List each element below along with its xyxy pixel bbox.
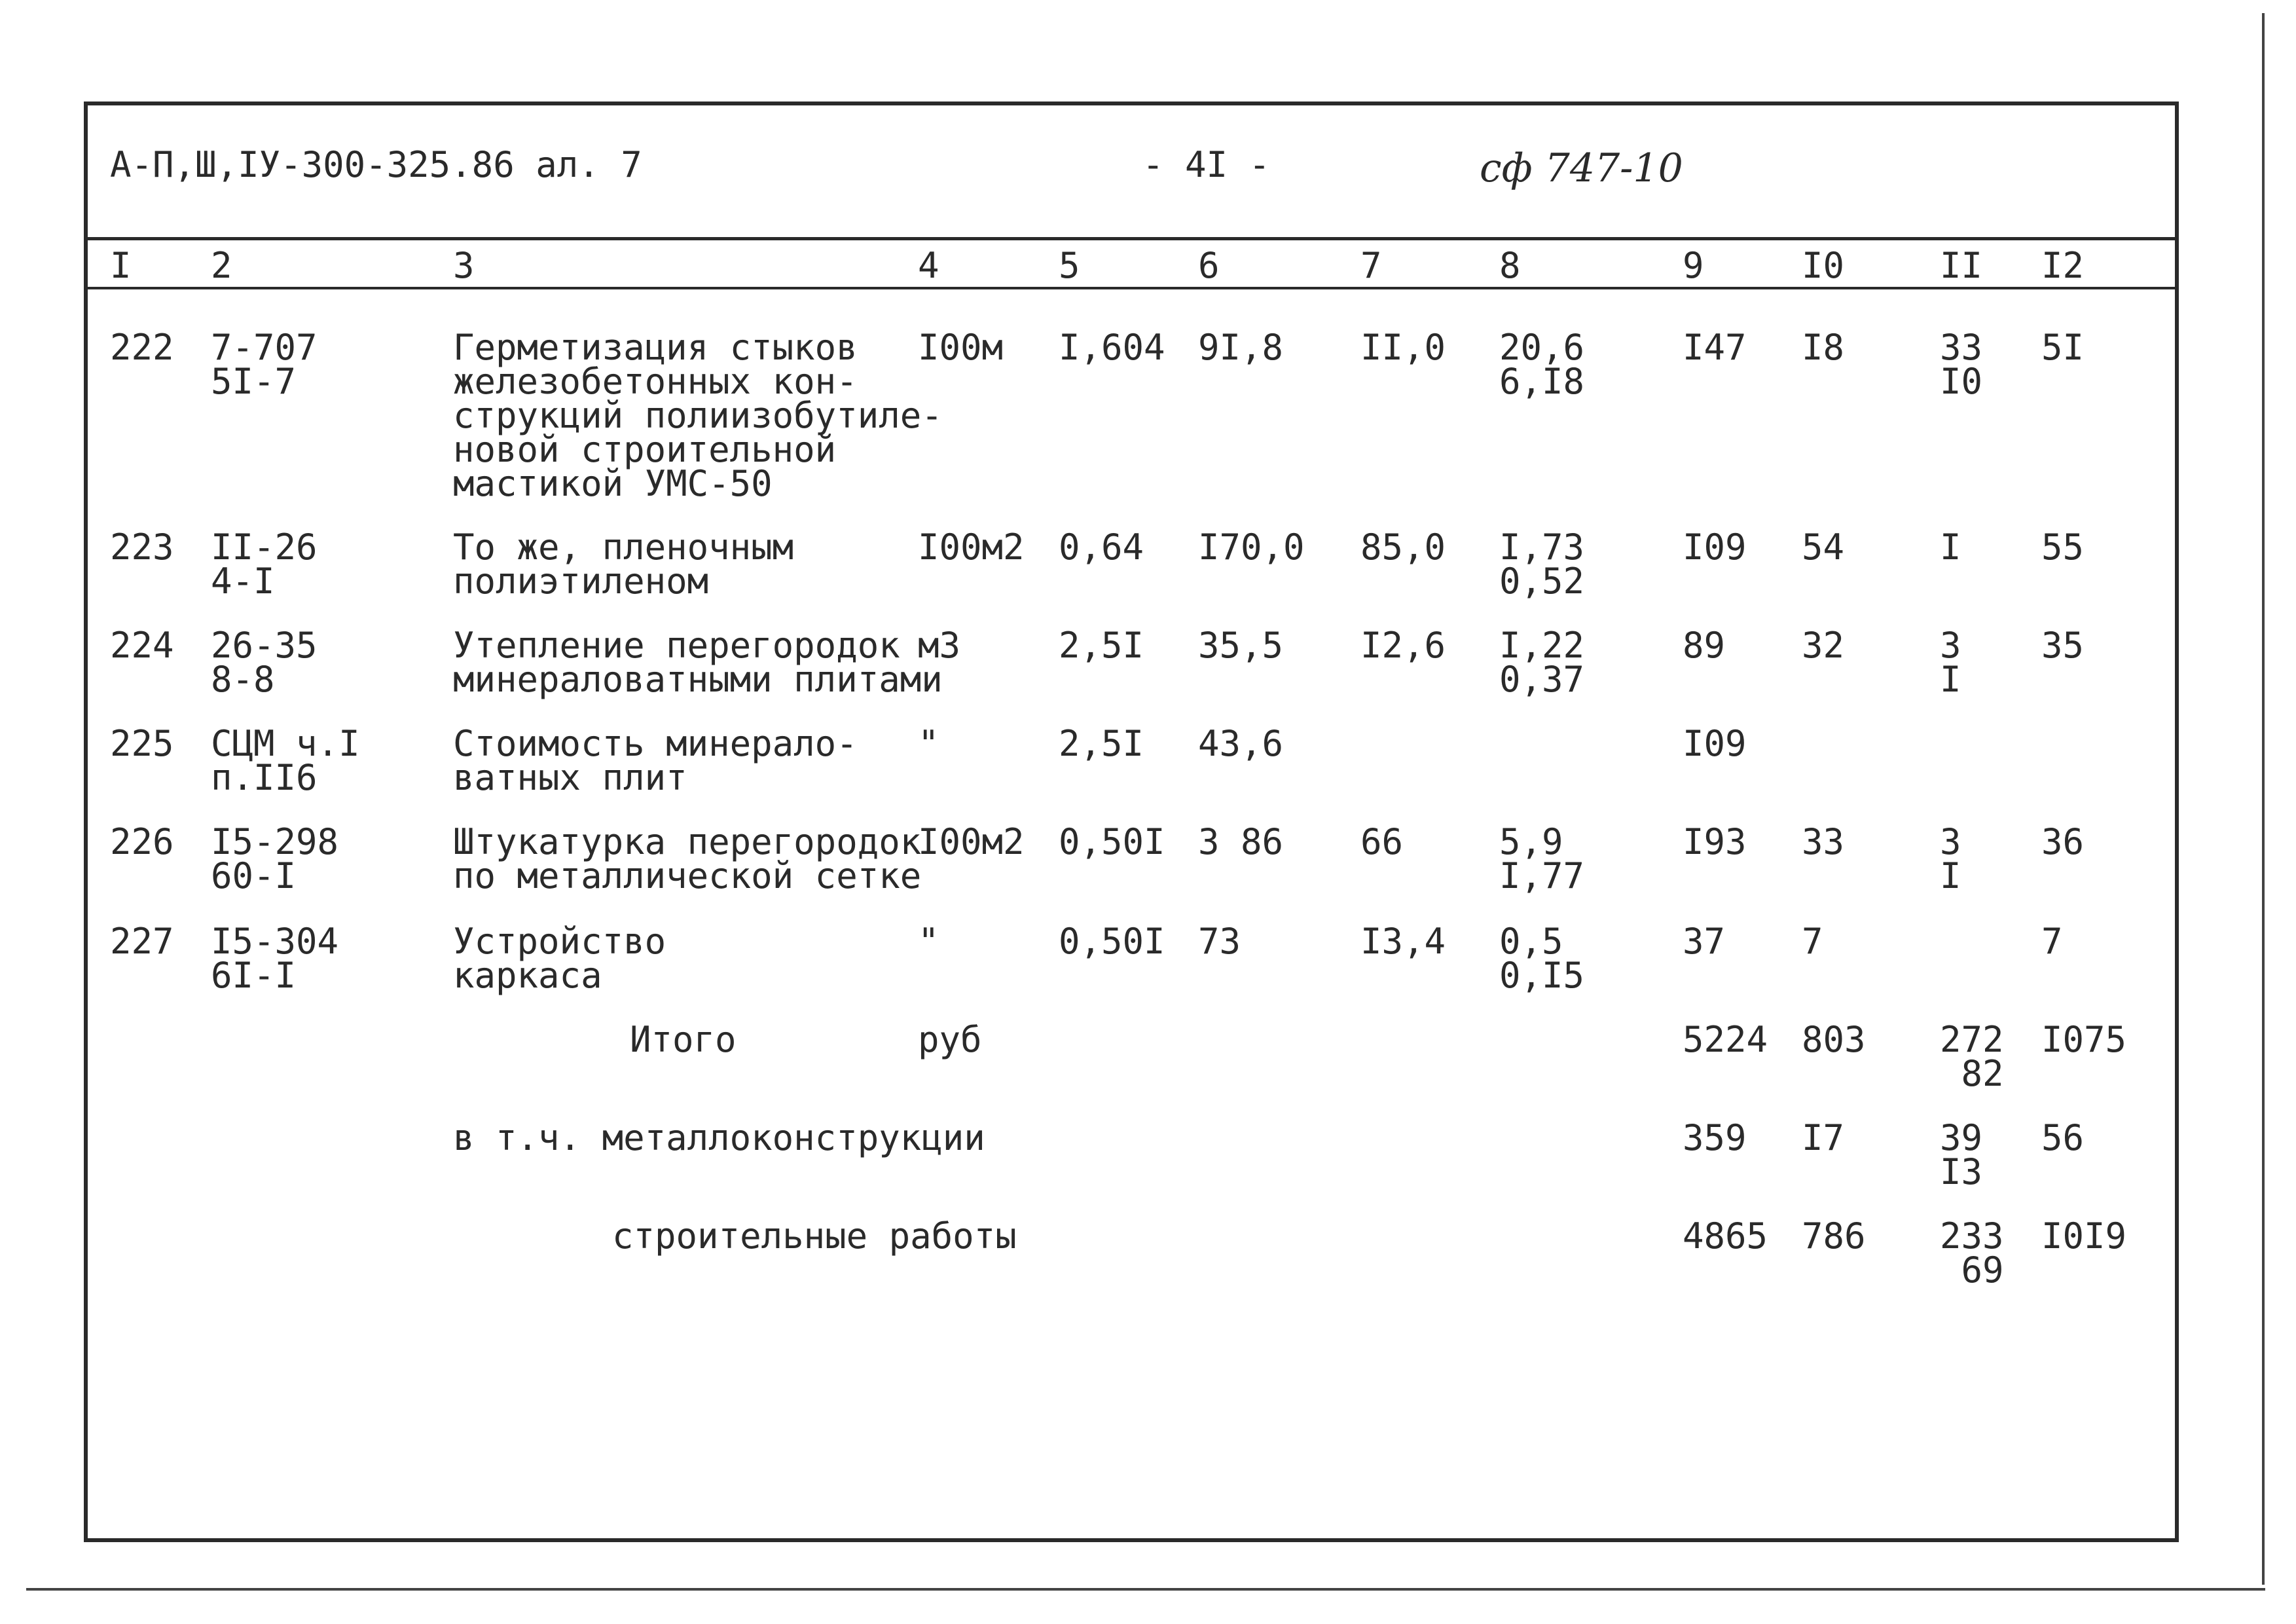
total-cell: 56 bbox=[2041, 1117, 2085, 1158]
table-cell-n: 225 bbox=[110, 723, 174, 764]
table-cell-qty: 0,64 bbox=[1059, 526, 1144, 568]
total-cell: I7 bbox=[1802, 1117, 1845, 1158]
page-edge-line-bottom bbox=[26, 1588, 2265, 1591]
table-cell-wage: 85,0 bbox=[1360, 526, 1446, 568]
table-cell-mach: I,22 0,37 bbox=[1499, 625, 1585, 700]
total-cell: 5224 bbox=[1683, 1019, 1768, 1060]
total-cell: 359 bbox=[1683, 1117, 1747, 1158]
table-cell-desc: То же, пленочным полиэтиленом bbox=[453, 526, 794, 602]
total-cell: I075 bbox=[2041, 1019, 2127, 1060]
table-cell-c10: I8 bbox=[1802, 327, 1845, 368]
table-cell-qty: 0,50I bbox=[1059, 921, 1165, 962]
table-cell-c11: I bbox=[1940, 526, 1961, 568]
table-cell-c11: 33 I0 bbox=[1940, 327, 1983, 402]
table-cell-unit: I00м bbox=[918, 327, 1004, 368]
table-cell-desc: Штукатурка перегородок по металлической сетке bbox=[453, 821, 922, 896]
column-header: 9 bbox=[1683, 245, 1704, 286]
total-label: Итого bbox=[630, 1019, 737, 1060]
table-cell-total: I09 bbox=[1683, 723, 1747, 764]
table-cell-code: I5-304 6I-I bbox=[211, 921, 339, 996]
table-cell-c12: 36 bbox=[2041, 821, 2085, 862]
table-cell-desc: Утепление перегородок минераловатными плитами bbox=[453, 625, 943, 700]
table-cell-total: 37 bbox=[1683, 921, 1726, 962]
table-cell-c10: 7 bbox=[1802, 921, 1823, 962]
column-header: I2 bbox=[2041, 245, 2085, 286]
table-cell-c12: 55 bbox=[2041, 526, 2085, 568]
total-cell: 786 bbox=[1802, 1215, 1866, 1257]
table-cell-qty: 0,50I bbox=[1059, 821, 1165, 862]
table-cell-n: 223 bbox=[110, 526, 174, 568]
table-cell-unit: I00м2 bbox=[918, 821, 1025, 862]
total-label: строительные работы bbox=[612, 1215, 1017, 1257]
column-header: 7 bbox=[1360, 245, 1382, 286]
table-cell-desc: Герметизация стыков железобетонных кон- струкций полиизобутиле- новой строительной мастикой УМС-50 bbox=[453, 327, 943, 504]
column-header: I bbox=[110, 245, 132, 286]
total-cell: 233 69 bbox=[1940, 1215, 2004, 1291]
total-label: в т.ч. металлоконструкции bbox=[453, 1117, 985, 1158]
table-cell-c10: 33 bbox=[1802, 821, 1845, 862]
table-cell-price: 35,5 bbox=[1198, 625, 1284, 666]
table-cell-total: I93 bbox=[1683, 821, 1747, 862]
table-cell-c12: 35 bbox=[2041, 625, 2085, 666]
table-cell-wage: I3,4 bbox=[1360, 921, 1446, 962]
table-cell-desc: Устройство каркаса bbox=[453, 921, 666, 996]
table-cell-c10: 32 bbox=[1802, 625, 1845, 666]
page-edge-line-right bbox=[2262, 13, 2265, 1585]
table-cell-total: I47 bbox=[1683, 327, 1747, 368]
table-cell-code: СЦМ ч.I п.II6 bbox=[211, 723, 360, 798]
column-header: 8 bbox=[1499, 245, 1521, 286]
table-cell-qty: I,604 bbox=[1059, 327, 1165, 368]
table-cell-code: 7-707 5I-7 bbox=[211, 327, 318, 402]
column-header: 2 bbox=[211, 245, 232, 286]
column-header: 3 bbox=[453, 245, 475, 286]
table-cell-mach: 0,5 0,I5 bbox=[1499, 921, 1585, 996]
table-cell-desc: Стоимость минерало- ватных плит bbox=[453, 723, 858, 798]
table-cell-unit: I00м2 bbox=[918, 526, 1025, 568]
document-reference: А-П,Ш,IУ-300-325.86 ал. 7 bbox=[110, 144, 642, 185]
column-header: II bbox=[1940, 245, 1983, 286]
total-cell: 4865 bbox=[1683, 1215, 1768, 1257]
table-cell-c11: 3 I bbox=[1940, 821, 1961, 896]
table-cell-c12: 5I bbox=[2041, 327, 2085, 368]
table-cell-price: 73 bbox=[1198, 921, 1241, 962]
table-cell-c12: 7 bbox=[2041, 921, 2063, 962]
table-cell-n: 224 bbox=[110, 625, 174, 666]
table-cell-wage: 66 bbox=[1360, 821, 1404, 862]
table-cell-wage: I2,6 bbox=[1360, 625, 1446, 666]
table-cell-n: 226 bbox=[110, 821, 174, 862]
table-cell-unit: " bbox=[918, 723, 939, 764]
table-cell-price: 43,6 bbox=[1198, 723, 1284, 764]
table-cell-code: 26-35 8-8 bbox=[211, 625, 318, 700]
table-cell-unit: " bbox=[918, 921, 939, 962]
table-cell-unit: м3 bbox=[918, 625, 961, 666]
table-cell-wage: II,0 bbox=[1360, 327, 1446, 368]
column-header: 5 bbox=[1059, 245, 1080, 286]
table-cell-code: II-26 4-I bbox=[211, 526, 318, 602]
column-header: I0 bbox=[1802, 245, 1845, 286]
table-cell-price: 3 86 bbox=[1198, 821, 1284, 862]
table-cell-total: 89 bbox=[1683, 625, 1726, 666]
table-cell-qty: 2,5I bbox=[1059, 723, 1144, 764]
column-header-rule bbox=[88, 287, 2175, 289]
table-cell-mach: 5,9 I,77 bbox=[1499, 821, 1585, 896]
total-cell: 272 82 bbox=[1940, 1019, 2004, 1094]
column-header: 4 bbox=[918, 245, 939, 286]
table-cell-mach: 20,6 6,I8 bbox=[1499, 327, 1585, 402]
table-cell-n: 227 bbox=[110, 921, 174, 962]
page-number: - 4I - bbox=[1142, 144, 1271, 185]
handwritten-code: сф 747-10 bbox=[1480, 145, 1683, 191]
table-cell-c10: 54 bbox=[1802, 526, 1845, 568]
column-header: 6 bbox=[1198, 245, 1220, 286]
table-cell-code: I5-298 60-I bbox=[211, 821, 339, 896]
total-cell: I0I9 bbox=[2041, 1215, 2127, 1257]
total-cell: 803 bbox=[1802, 1019, 1866, 1060]
total-unit: руб bbox=[918, 1019, 982, 1060]
header-rule bbox=[88, 237, 2175, 240]
total-cell: 39 I3 bbox=[1940, 1117, 1983, 1192]
table-cell-n: 222 bbox=[110, 327, 174, 368]
table-cell-price: I70,0 bbox=[1198, 526, 1305, 568]
table-cell-c11: 3 I bbox=[1940, 625, 1961, 700]
table-cell-total: I09 bbox=[1683, 526, 1747, 568]
table-cell-mach: I,73 0,52 bbox=[1499, 526, 1585, 602]
table-cell-price: 9I,8 bbox=[1198, 327, 1284, 368]
table-cell-qty: 2,5I bbox=[1059, 625, 1144, 666]
